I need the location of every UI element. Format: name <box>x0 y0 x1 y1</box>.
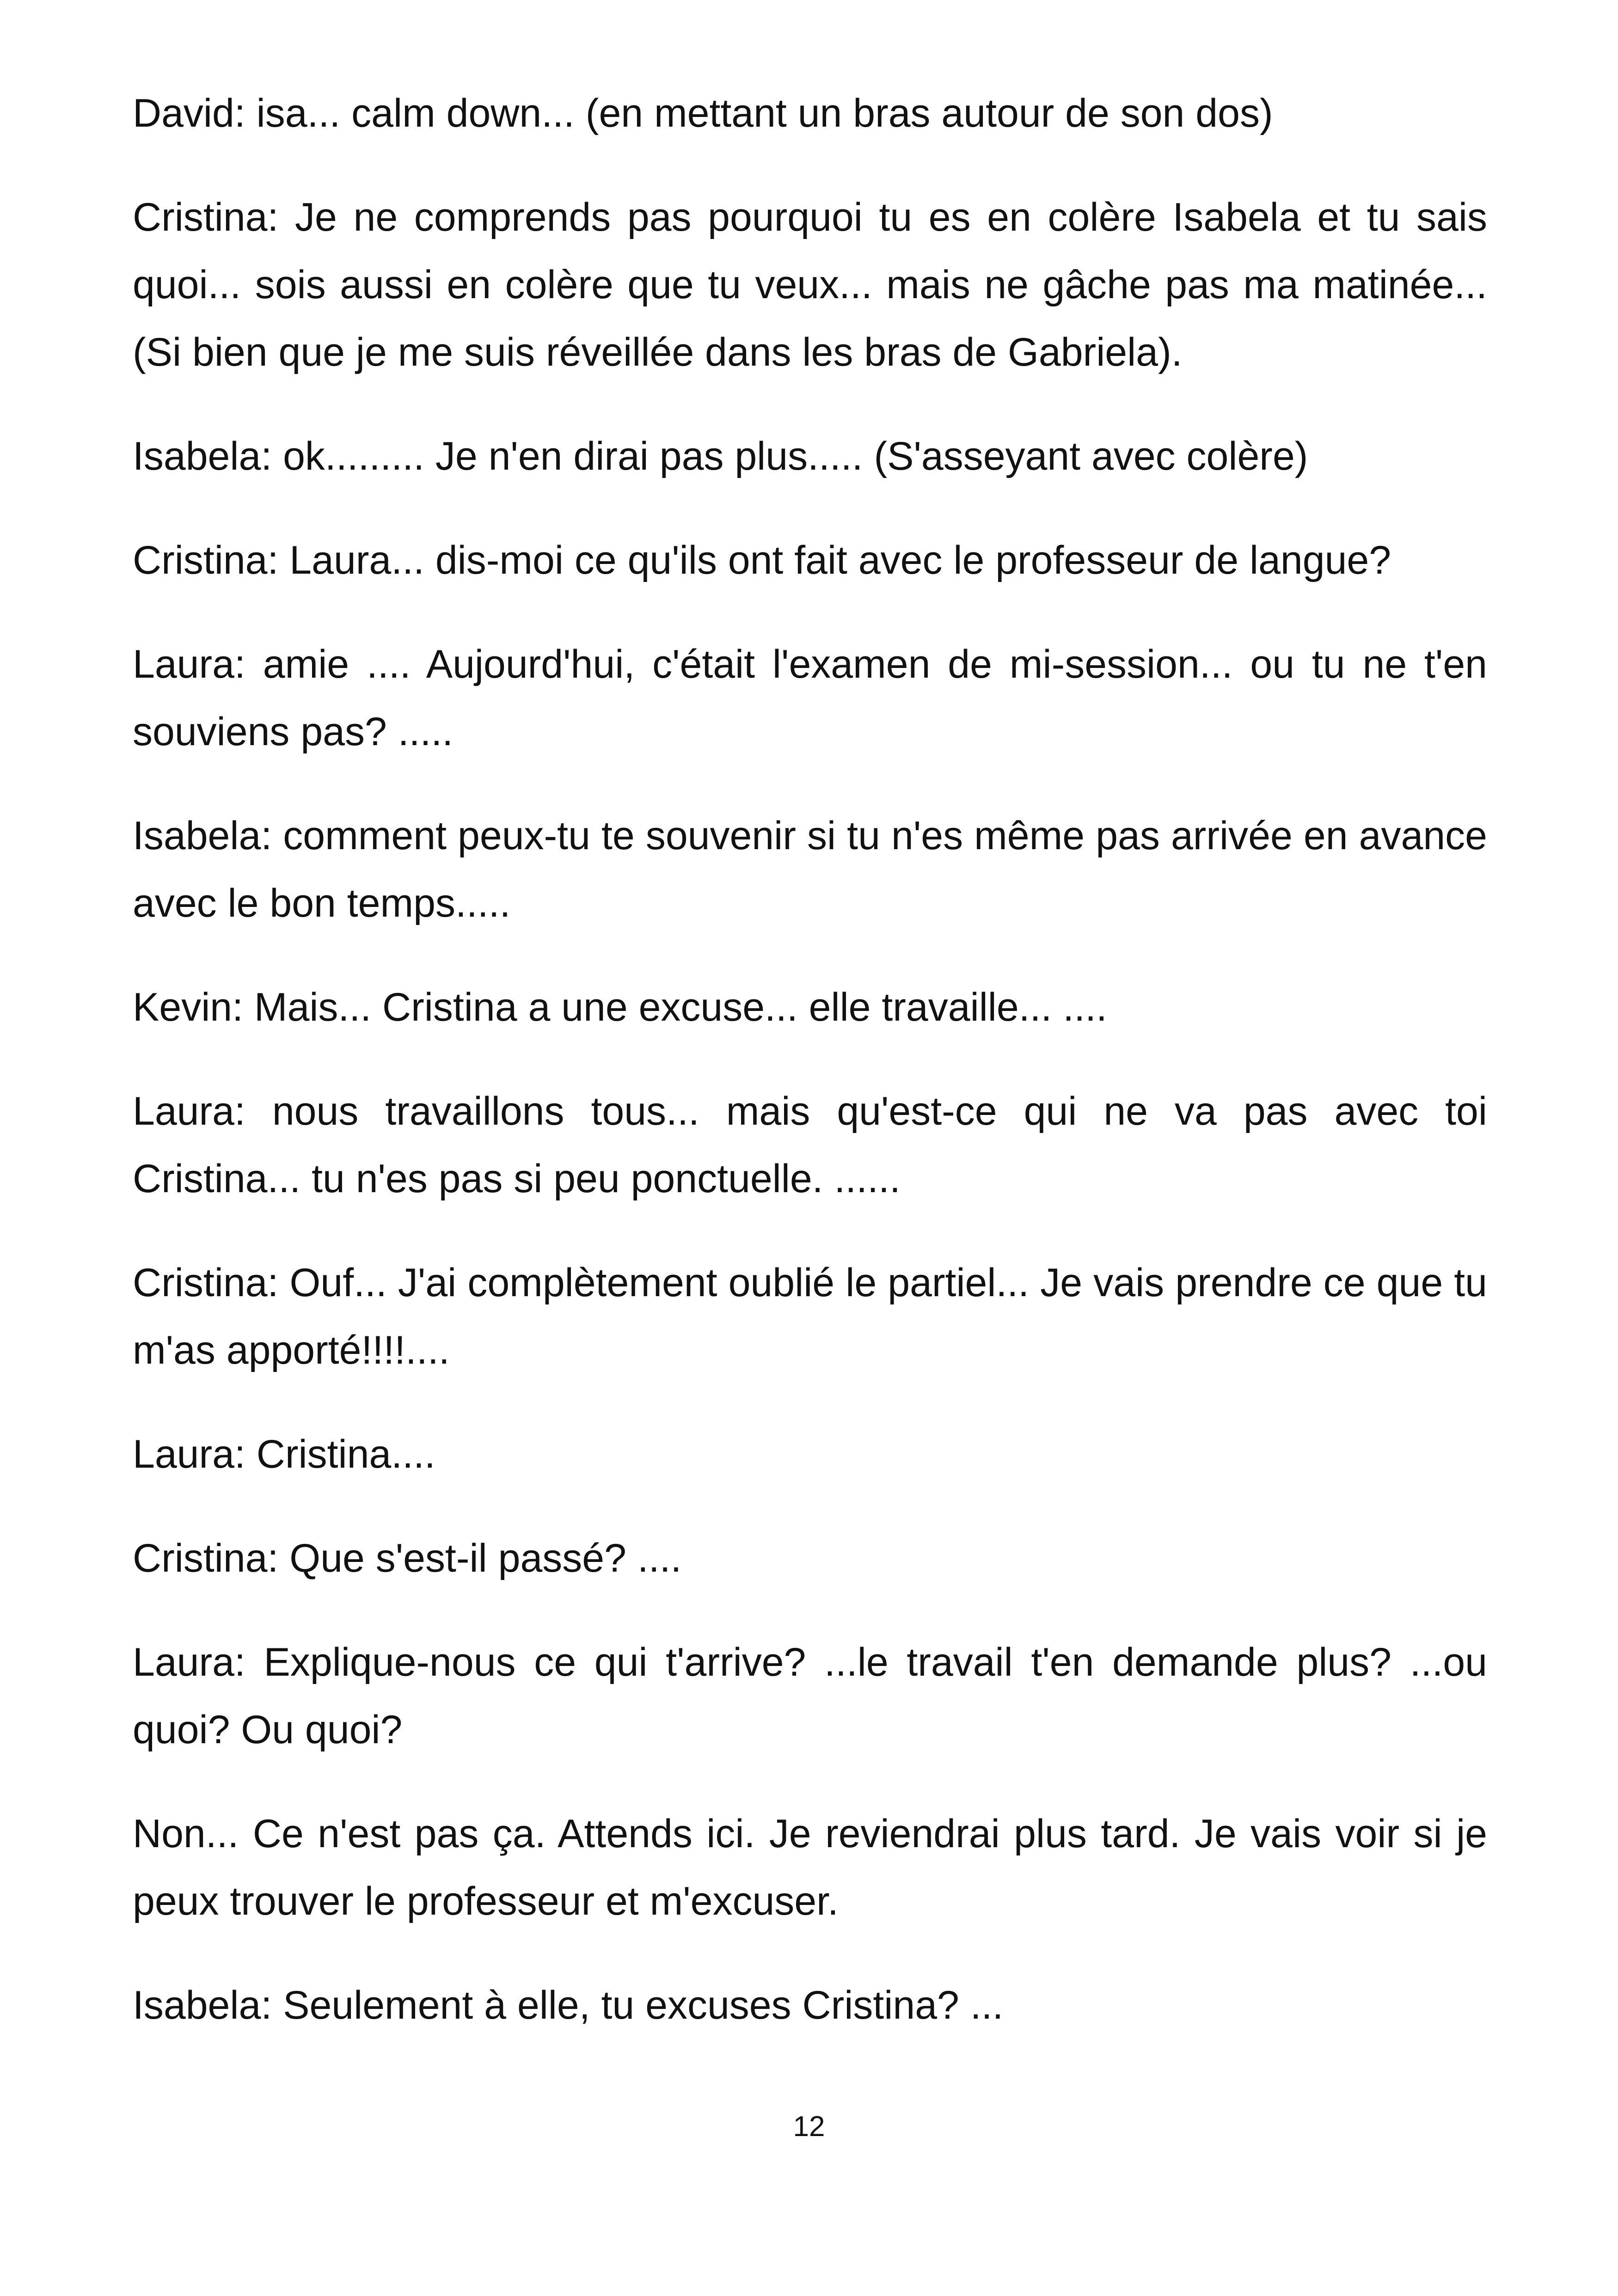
paragraph: Cristina: Que s'est-il passé? .... <box>133 1536 682 1580</box>
paragraph: Cristina: Laura... dis-moi ce qu'ils ont fait avec le professeur de langue? <box>133 538 1391 582</box>
paragraph: David: isa... calm down... (en mettant un bras autour de son dos) <box>133 91 1273 135</box>
dialogue-text <box>133 80 1487 2076</box>
paragraph: Cristina: Je ne comprends pas pourquoi tu es en colère Isabela et tu sais quoi... sois aussi en colère que tu veux... mais ne gâche pas ma matinée... (Si bien que je me suis réveillée dans les bras de Gabriela). <box>133 195 1487 374</box>
paragraph: Isabela: Seulement à elle, tu excuses Cristina? ... <box>133 1983 1004 2027</box>
paragraph: Laura: Cristina.... <box>133 1432 435 1476</box>
paragraph: Laura: nous travaillons tous... mais qu'est-ce qui ne va pas avec toi Cristina... tu n'es pas si peu ponctuelle. ...... <box>133 1089 1487 1201</box>
paragraph: Laura: amie .... Aujourd'hui, c'était l'examen de mi-session... ou tu ne t'en souviens pas? ..... <box>133 642 1487 754</box>
page-number: 12 <box>793 2111 825 2143</box>
paragraph: Cristina: Ouf... J'ai complètement oublié le partiel... Je vais prendre ce que tu m'as apporté!!!!.... <box>133 1261 1487 1372</box>
paragraph: Non... Ce n'est pas ça. Attends ici. Je reviendrai plus tard. Je vais voir si je peux trouver le professeur et m'excuser. <box>133 1812 1487 1923</box>
paragraph: Kevin: Mais... Cristina a une excuse... elle travaille... .... <box>133 985 1107 1029</box>
paragraph: Isabela: ok......... Je n'en dirai pas plus..... (S'asseyant avec colère) <box>133 434 1308 478</box>
paragraph: Laura: Explique-nous ce qui t'arrive? ...le travail t'en demande plus? ...ou quoi? Ou quoi? <box>133 1640 1487 1752</box>
paragraph: Isabela: comment peux-tu te souvenir si tu n'es même pas arrivée en avance avec le bon temps..... <box>133 814 1487 925</box>
